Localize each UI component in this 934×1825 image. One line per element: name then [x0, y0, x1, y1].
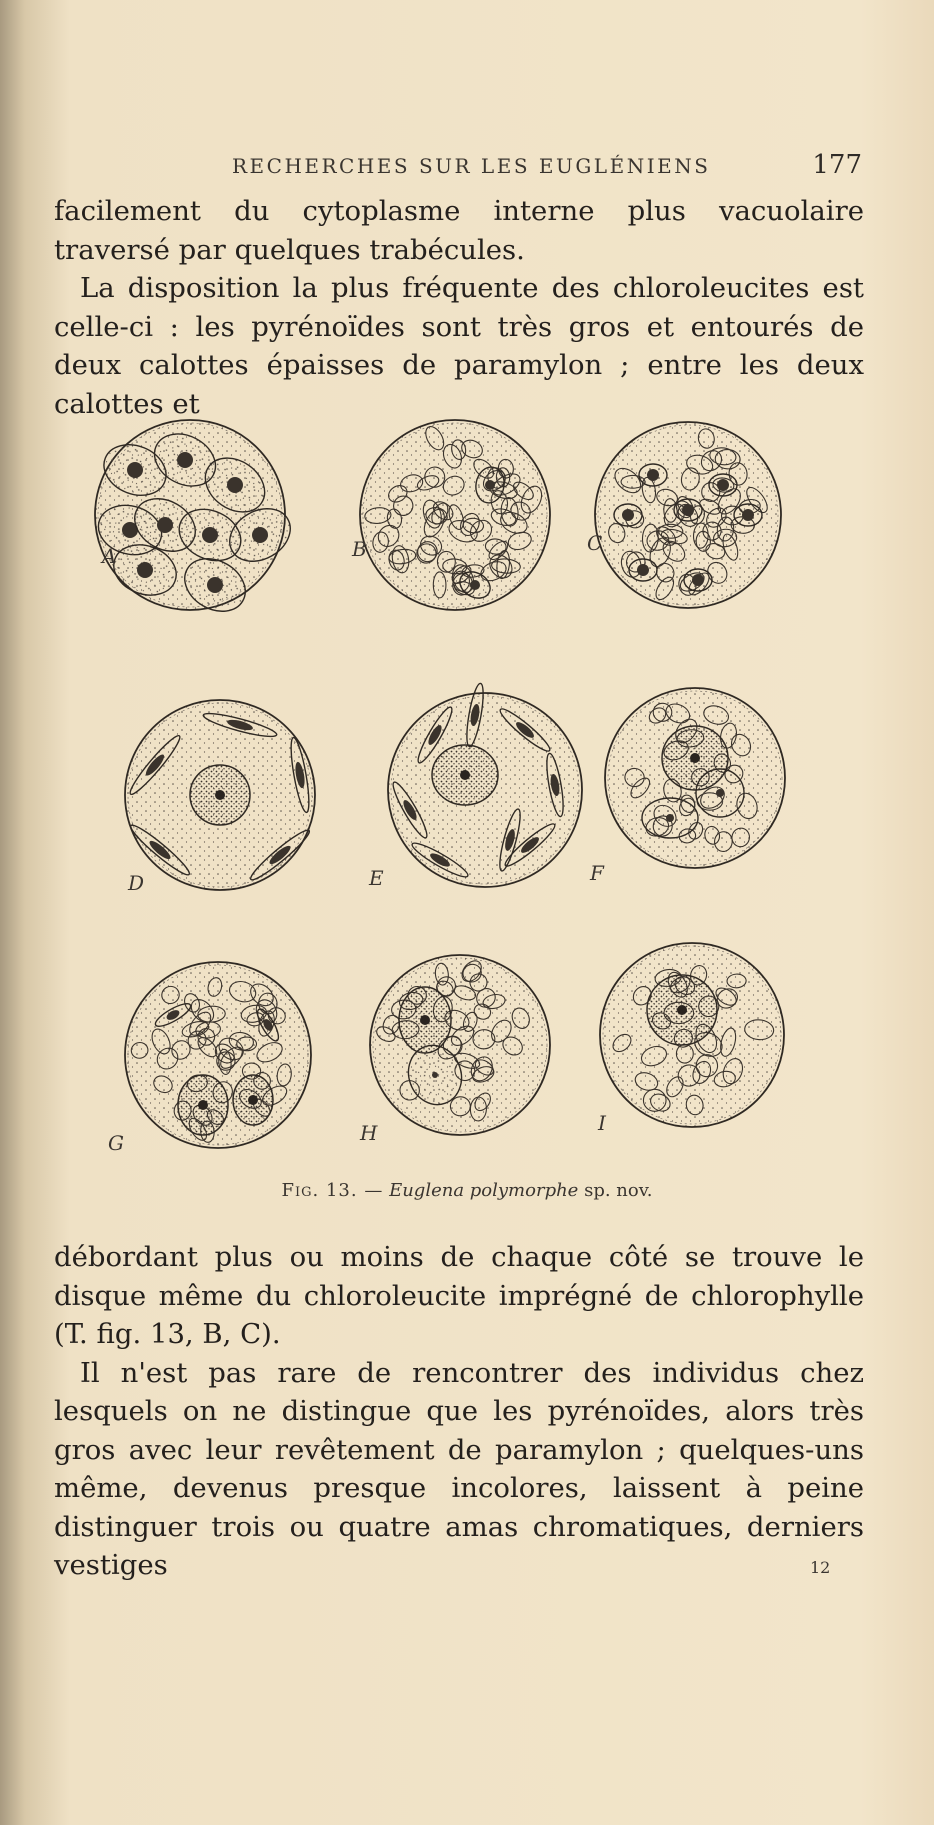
panel-label: F [590, 861, 604, 885]
page-header [232, 150, 862, 180]
signature-mark: 12 [810, 1558, 831, 1577]
figure-caption [0, 1180, 934, 1201]
panel-label: I [598, 1111, 606, 1135]
paragraph: Il n'est pas rare de rencontrer des individus chez lesquels on ne distingue que les pyrénoïdes, alors très gros avec leur revêtement de paramylon ; quelques-uns même, devenus presque incolores, laissent à peine distinguer trois ou quatre amas chromatiques, derniers vestiges [54, 1356, 864, 1581]
panel-label: H [360, 1121, 378, 1145]
figure-panel-f [589, 688, 785, 885]
panel-label: D [128, 871, 145, 895]
paragraph: débordant plus ou moins de chaque côté se trouve le disque même du chloroleucite imprégné de chlorophylle (T. fig. 13, B, C). [54, 1241, 864, 1350]
paragraph: La disposition la plus fréquente des chloroleucites est celle-ci : les pyrénoïdes sont très gros et entourés de deux calottes épaisses de paramylon ; entre les deux calottes et [54, 272, 864, 420]
caption-species: Euglena polymorphe [389, 1180, 579, 1201]
body-text-top [54, 192, 864, 423]
figure-panel-c [587, 422, 781, 608]
running-title: RECHERCHES SUR LES EUGLÉNIENS [232, 154, 711, 178]
figure-panel-g [108, 962, 311, 1155]
figure-panel-b [351, 420, 550, 610]
panel-label: G [108, 1131, 124, 1155]
figure-13 [90, 395, 820, 1170]
figure-panel-h [359, 955, 550, 1145]
paragraph: facilement du cytoplasme interne plus vacuolaire traversé par quelques trabécules. [54, 195, 864, 266]
panel-label: B [352, 537, 367, 561]
caption-label: Fig. 13. — [281, 1180, 384, 1201]
caption-suffix: sp. nov. [584, 1180, 653, 1201]
body-text-bottom [54, 1238, 864, 1585]
page-number: 177 [812, 150, 862, 180]
figure-panel-d [125, 700, 315, 895]
figure-panel-e [368, 682, 582, 890]
panel-label: E [369, 866, 384, 890]
panel-label: A [102, 544, 117, 568]
figure-panel-a [93, 420, 300, 622]
figure-panel-i [597, 943, 784, 1135]
figure-illustration [90, 395, 820, 1170]
panel-label: C [587, 531, 603, 555]
